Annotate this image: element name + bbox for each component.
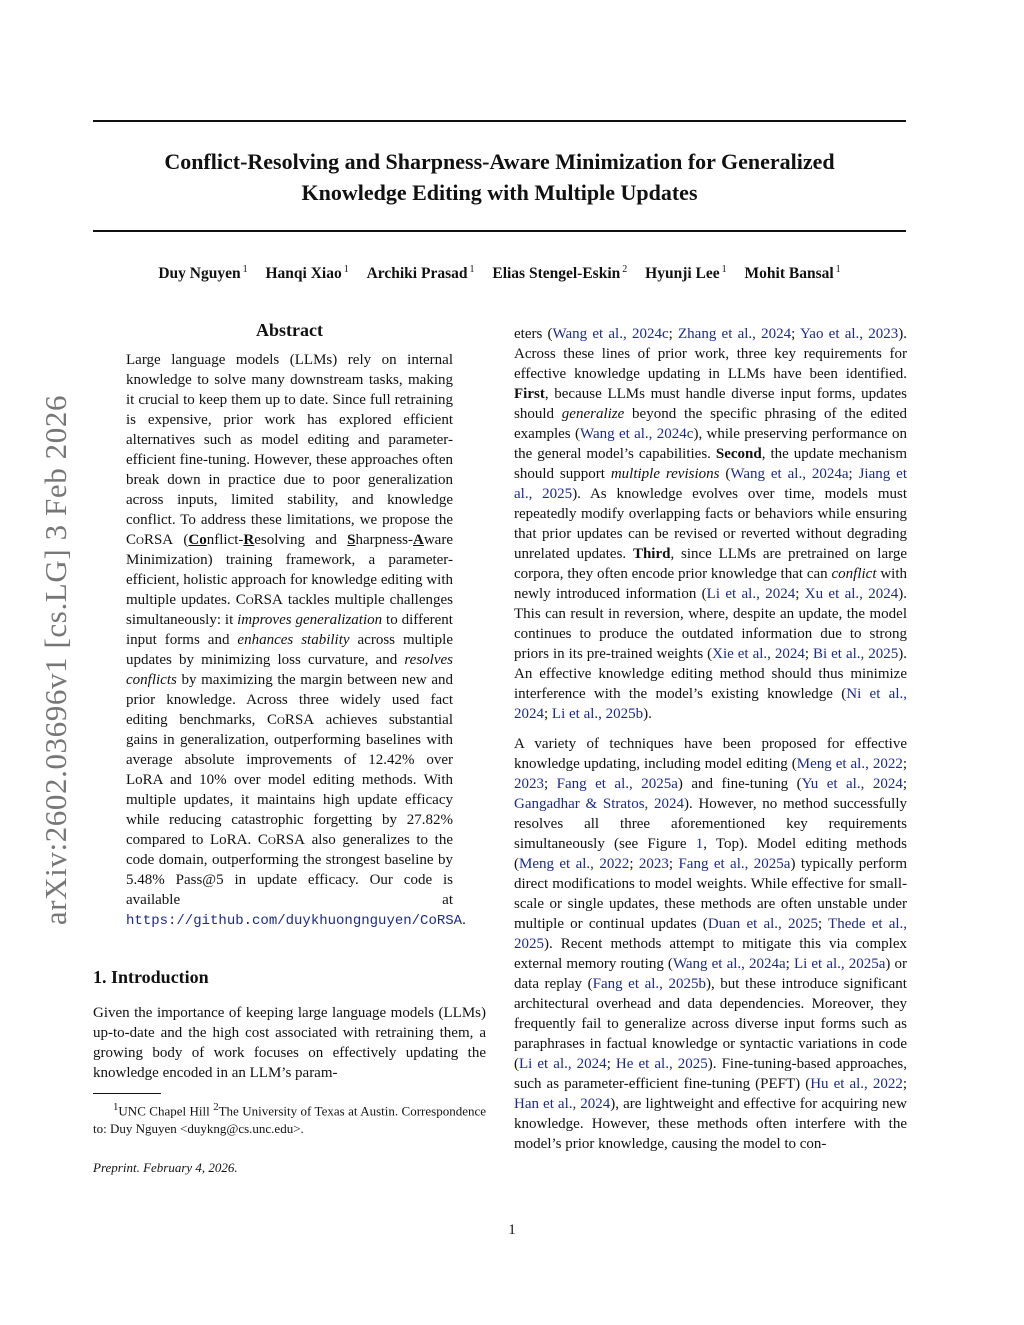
citation[interactable]: Wang et al., 2024c bbox=[579, 426, 694, 442]
intro-paragraph: Given the importance of keeping large language models (LLMs) up-to-date and the high cost associated with retraining them, a growing body of work focuses on effectively updating the knowledge encoded in an LLM’s param- bbox=[93, 1005, 486, 1081]
emphasis: conflict bbox=[831, 566, 877, 582]
figure-reference[interactable]: 1 bbox=[695, 836, 704, 852]
body-text: ; bbox=[791, 326, 800, 342]
body-text: ; bbox=[817, 916, 829, 932]
body-text: ) or data replay ( bbox=[514, 956, 907, 992]
body-text: ). As knowledge evolves over time, models must repeatedly modify overlapping facts or behaviors while ensuring that prior updates can be revised or reverted without degrading unrelated updates. bbox=[514, 486, 907, 562]
body-text: ). This can result in reversion, where, despite an update, the model continues to produce the outdated information due to strong priors in its pre-trained weights ( bbox=[514, 586, 908, 662]
footnote-rule bbox=[93, 1093, 161, 1094]
intro-paragraph-2 bbox=[514, 734, 907, 1154]
citation[interactable]: Hu et al., 2022 bbox=[810, 1076, 903, 1092]
body-text: ), while preserving performance on the general model’s capabilities. bbox=[514, 426, 907, 462]
citation[interactable]: Li et al., 2024 bbox=[706, 586, 796, 602]
citation[interactable]: Jiang et al., 2025 bbox=[514, 466, 907, 502]
body-text: ; bbox=[902, 1076, 908, 1092]
body-text: ) typically perform direct modifications to model weights. While effective for small-scale or single updates, these methods are often unstable under multiple or continual updates ( bbox=[514, 856, 908, 932]
method-name: CoRSA bbox=[235, 592, 283, 608]
citation[interactable]: Xu et al., 2024 bbox=[804, 586, 899, 602]
citation[interactable]: Yu et al., 2024 bbox=[801, 776, 903, 792]
title-line-1: Conflict-Resolving and Sharpness-Aware Minimization for Generalized bbox=[164, 149, 835, 174]
arxiv-identifier: arXiv:2602.03696v1 [cs.LG] 3 Feb 2026 bbox=[38, 394, 73, 926]
abstract-body bbox=[126, 350, 466, 931]
author bbox=[265, 265, 348, 282]
author-name: Hyunji Lee bbox=[645, 265, 720, 283]
body-text: ). Across these lines of prior work, three key requirements for effective knowledge updating in LLMs have been identified. bbox=[514, 326, 907, 382]
body-text: ; bbox=[544, 776, 557, 792]
body-text: ; bbox=[795, 586, 805, 602]
citation[interactable]: Li et al., 2025b bbox=[551, 706, 644, 722]
body-text: , because LLMs must handle diverse input forms, updates should bbox=[514, 386, 907, 422]
body-text: , Top). Model editing methods ( bbox=[514, 836, 908, 872]
body-text: ; bbox=[629, 856, 639, 872]
method-name: CoRSA bbox=[126, 532, 174, 548]
body-text: ; bbox=[785, 956, 794, 972]
author-name: Elias Stengel-Eskin bbox=[492, 265, 621, 283]
author-name: Hanqi Xiao bbox=[265, 265, 342, 283]
citation[interactable]: 2023 bbox=[514, 776, 544, 792]
author-list bbox=[93, 264, 906, 283]
body-text: ). Recent methods attempt to mitigate this via complex external memory routing ( bbox=[514, 936, 907, 972]
citation[interactable]: Han et al., 2024 bbox=[514, 1096, 611, 1112]
abstract-text: Large language models (LLMs) rely on internal knowledge to solve many downstream tasks, making it crucial to keep them up to date. Since full retraining is expensive, prior work has explored efficient alternatives such as model editing and parameter-efficient fine-tuning. However, these approaches often break down in practice due to poor generalization across inputs, limited stability, and knowledge conflict. To address these limitations, we propose the bbox=[126, 352, 453, 528]
footnote bbox=[93, 1098, 486, 1138]
body-text: ; bbox=[804, 646, 813, 662]
author bbox=[645, 265, 727, 282]
body-text: A variety of techniques have been proposed for effective knowledge updating, including model editing ( bbox=[514, 736, 907, 772]
abstract-emphasis: enhances stability bbox=[237, 632, 350, 648]
author-affiliation: 1 bbox=[835, 264, 841, 275]
bold-term: Second bbox=[715, 446, 762, 462]
body-text: ), but these introduce significant architectural overhead and data dependencies. Moreover, they frequently fail to generalize across diverse input forms such as paraphrases in factual knowledge or syntactic variations in code ( bbox=[514, 976, 907, 1072]
author bbox=[367, 265, 475, 282]
abstract-text: esolving and bbox=[254, 532, 348, 548]
author bbox=[158, 265, 247, 282]
abstract-text: tackles multiple challenges simultaneously: it bbox=[126, 592, 453, 628]
title-line-2: Knowledge Editing with Multiple Updates bbox=[301, 180, 698, 205]
citation[interactable]: Yao et al., 2023 bbox=[799, 326, 899, 342]
acronym-letter: A bbox=[413, 532, 424, 548]
author-affiliation: 1 bbox=[721, 264, 727, 275]
abstract-text: achieves substantial gains in generalization, outperforming baselines with average absolute improvements of 12.42% over LoRA and 10% over model editing methods. With multiple updates, it maintains high update efficacy while reducing catastrophic forgetting by 27.82% compared to LoRA. bbox=[126, 712, 454, 848]
body-text: ; bbox=[902, 756, 907, 772]
author-affiliation: 2 bbox=[622, 264, 628, 275]
citation[interactable]: Zhang et al., 2024 bbox=[678, 326, 792, 342]
code-link[interactable]: https://github.com/duykhuongnguyen/CoRSA bbox=[126, 913, 463, 929]
author-affiliation: 1 bbox=[469, 264, 475, 275]
citation[interactable]: Wang et al., 2024a bbox=[672, 956, 786, 972]
abstract-text: across multiple updates by minimizing loss curvature, and bbox=[126, 632, 453, 668]
abstract-text: by maximizing the margin between new and prior knowledge. Across three widely used fact editing benchmarks, bbox=[126, 672, 453, 728]
abstract-text: harpness- bbox=[355, 532, 413, 548]
method-name: CoRSA bbox=[266, 712, 315, 728]
abstract-text: ware Minimization) training framework, a parameter-efficient, holistic approach for knowledge editing with multiple updates. bbox=[126, 532, 453, 608]
body-text: , the update mechanism should support bbox=[514, 446, 908, 482]
citation[interactable]: Ni et al., 2024 bbox=[514, 686, 907, 722]
body-text: ; bbox=[902, 776, 907, 792]
acronym-letter: R bbox=[243, 532, 255, 548]
body-text: ). bbox=[643, 706, 652, 722]
bold-term: First bbox=[514, 386, 545, 402]
body-text: ). An effective knowledge editing method should thus minimize interference with the model’s existing knowledge ( bbox=[514, 646, 907, 702]
citation[interactable]: Duan et al., 2025 bbox=[707, 916, 818, 932]
body-text: ; bbox=[668, 856, 679, 872]
author-name: Mohit Bansal bbox=[744, 265, 834, 283]
author-affiliation: 1 bbox=[343, 264, 349, 275]
body-text: ). However, no method successfully resolves all three aforementioned key requirements simultaneously (see Figure bbox=[514, 796, 907, 852]
section-heading-introduction: 1. Introduction bbox=[93, 967, 209, 987]
abstract-emphasis: resolves conflicts bbox=[126, 652, 453, 688]
abstract-text: nflict- bbox=[206, 532, 244, 548]
author bbox=[745, 265, 841, 282]
footnote-mark: 2 bbox=[213, 1101, 219, 1113]
abstract-emphasis: improves generalization bbox=[237, 612, 383, 628]
abstract-text: ( bbox=[173, 532, 189, 548]
body-text: beyond the specific phrasing of the edited examples ( bbox=[514, 406, 907, 442]
bottom-rule bbox=[93, 230, 906, 232]
citation[interactable]: He et al., 2025 bbox=[615, 1056, 708, 1072]
citation[interactable]: Thede et al., 2025 bbox=[514, 916, 908, 952]
body-text: ; bbox=[848, 466, 859, 482]
body-text: ; bbox=[668, 326, 678, 342]
emphasis: multiple revisions bbox=[610, 466, 720, 482]
citation[interactable]: Fang et al., 2025b bbox=[592, 976, 706, 992]
citation[interactable]: Wang et al., 2024a bbox=[730, 466, 849, 482]
bold-term: Third bbox=[632, 546, 671, 562]
top-rule bbox=[93, 120, 906, 122]
body-text: , since LLMs are pretrained on large corpora, they often encode prior knowledge that can bbox=[514, 546, 908, 582]
citation[interactable]: 2023 bbox=[638, 856, 669, 872]
citation[interactable]: Meng et al., 2022 bbox=[796, 756, 903, 772]
preprint-note: Preprint. February 4, 2026. bbox=[93, 1160, 238, 1176]
citation[interactable]: Li et al., 2024 bbox=[519, 1056, 607, 1072]
body-text: with newly introduced information ( bbox=[514, 566, 907, 602]
citation[interactable]: Li et al., 2025a bbox=[793, 956, 886, 972]
abstract-heading: Abstract bbox=[256, 320, 323, 340]
body-text: ). Fine-tuning-based approaches, such as parameter-efficient fine-tuning (PEFT) ( bbox=[514, 1056, 908, 1092]
abstract-text: to different input forms and bbox=[126, 612, 453, 648]
citation[interactable]: Gangadhar & Stratos, 2024 bbox=[514, 796, 684, 812]
citation[interactable]: Fang et al., 2025a bbox=[678, 856, 791, 872]
abstract-text: also generalizes to the code domain, outperforming the strongest baseline by 5.48% Pass@5 in update efficacy. Our code is available at bbox=[126, 832, 453, 908]
citation[interactable]: Xie et al., 2024 bbox=[712, 646, 805, 662]
paper-title bbox=[93, 146, 906, 208]
body-text: eters ( bbox=[514, 326, 553, 342]
author bbox=[492, 265, 627, 282]
author-name: Duy Nguyen bbox=[158, 265, 241, 283]
page-number: 1 bbox=[508, 1222, 516, 1238]
body-text: ; bbox=[606, 1056, 616, 1072]
body-text: ) and fine-tuning ( bbox=[677, 776, 802, 792]
citation[interactable]: Bi et al., 2025 bbox=[813, 646, 899, 662]
method-name: CoRSA bbox=[257, 832, 305, 848]
footnote-mark: 1 bbox=[113, 1101, 119, 1113]
author-name: Archiki Prasad bbox=[366, 265, 468, 283]
intro-paragraph-continued bbox=[514, 324, 907, 724]
citation[interactable]: Fang et al., 2025a bbox=[556, 776, 678, 792]
author-affiliation: 1 bbox=[242, 264, 248, 275]
footnote-text: The University of Texas at Austin. Correspondence to: Duy Nguyen <duykng@cs.unc.edu>. bbox=[93, 1103, 487, 1137]
abstract-text: . bbox=[462, 912, 466, 928]
footnote-text: UNC Chapel Hill bbox=[118, 1103, 214, 1119]
citation[interactable]: Wang et al., 2024c bbox=[552, 326, 669, 342]
citation[interactable]: Meng et al., 2022 bbox=[519, 856, 630, 872]
body-text: ( bbox=[719, 466, 731, 482]
left-column bbox=[93, 318, 486, 1178]
right-column bbox=[514, 324, 907, 1154]
acronym-letter: S bbox=[347, 532, 356, 548]
body-text: ), are lightweight and effective for acquiring new knowledge. However, these methods often interfere with the model’s prior knowledge, causing the model to con- bbox=[514, 1096, 907, 1152]
acronym-letter: Co bbox=[188, 532, 207, 548]
emphasis: generalize bbox=[561, 406, 625, 422]
body-text: ; bbox=[544, 706, 552, 722]
